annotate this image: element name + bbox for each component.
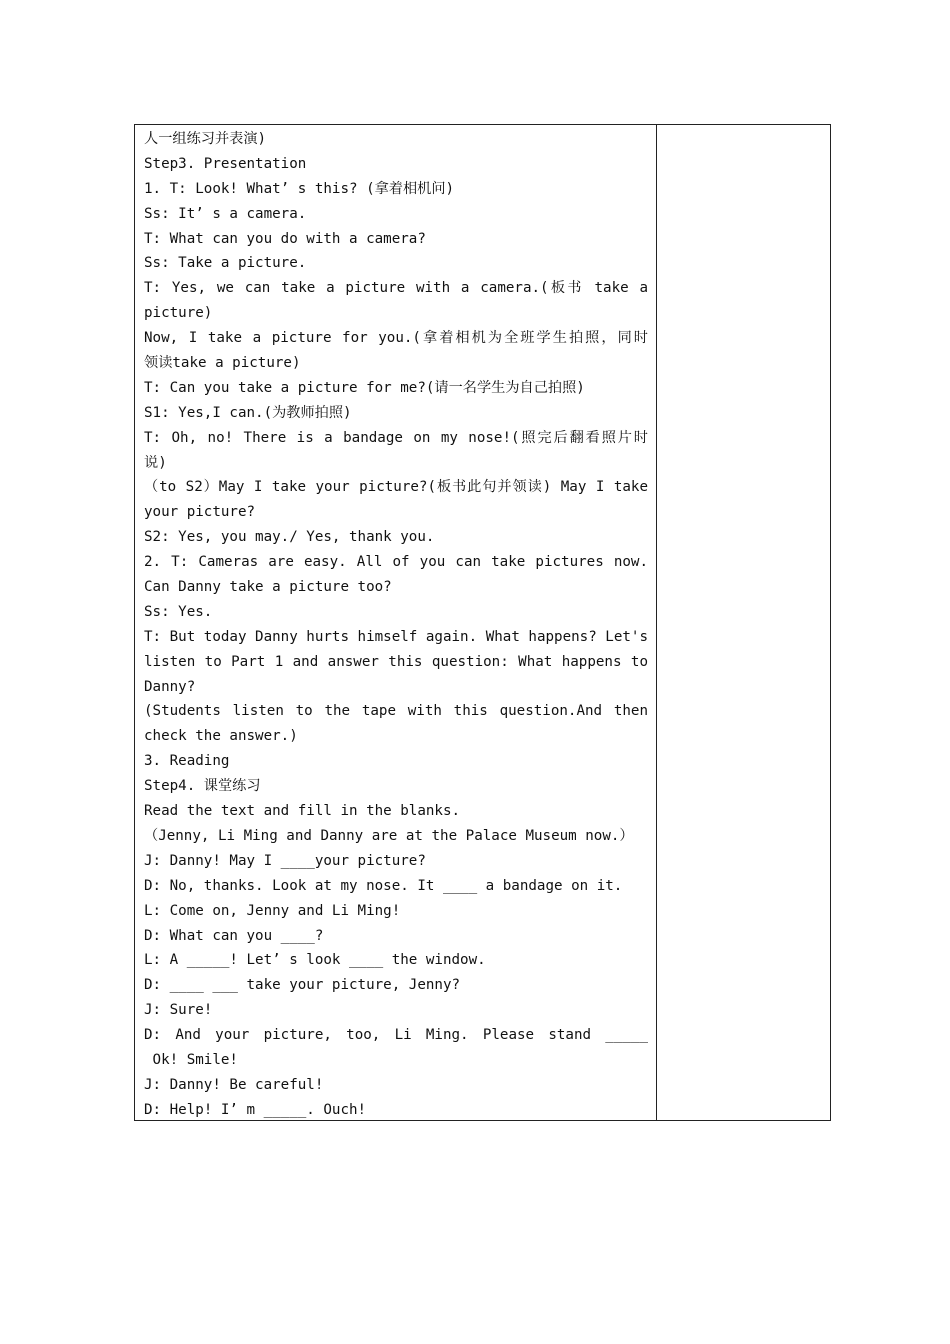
text-line: Ss: Take a picture.	[144, 255, 307, 272]
dialogue-line: L: Come on, Jenny and Li Ming!	[144, 902, 401, 919]
text-line: （Jenny, Li Ming and Danny are at the Palace Museum now.）	[144, 827, 634, 844]
dialogue-line: D: Help! I’ m _____. Ouch!	[144, 1101, 367, 1118]
dialogue-line: J: Sure!	[144, 1002, 213, 1019]
dialogue-line: L: A _____! Let’ s look ____ the window.	[144, 952, 486, 969]
text-line: S2: Yes, you may./ Yes, thank you.	[144, 529, 435, 546]
dialogue-line: J: Danny! May I ____your picture?	[144, 852, 426, 869]
dialogue-line: Ok! Smile!	[144, 1051, 238, 1068]
dialogue-line: D: What can you ____?	[144, 927, 324, 944]
lesson-content-cell	[135, 125, 657, 1120]
text-line: S1: Yes,I can.(为教师拍照)	[144, 404, 352, 421]
text-line: (Students listen to the tape with this question.And then	[144, 703, 648, 720]
text-line: Ss: It’ s a camera.	[144, 205, 307, 222]
section-heading: Step4. 课堂练习	[144, 778, 261, 795]
text-line: 人一组练习并表演)	[144, 131, 267, 147]
text-line: （to S2）May I take your picture?(板书此句并领读) May I take	[144, 479, 648, 496]
text-line: T: Can you take a picture for me?(请一名学生为自己拍照)	[144, 379, 585, 396]
text-line: T: What can you do with a camera?	[144, 230, 426, 247]
text-line: Danny?	[144, 678, 196, 695]
text-line: 2. T: Cameras are easy. All of you can take pictures now.	[144, 554, 648, 571]
text-line: picture)	[144, 305, 213, 322]
section-heading: Step3. Presentation	[144, 155, 307, 172]
text-line: 说)	[144, 454, 167, 471]
text-line: 领读take a picture)	[144, 355, 301, 372]
text-line: T: Yes, we can take a picture with a camera.(板书 take a	[144, 280, 648, 297]
text-line: listen to Part 1 and answer this question: What happens to	[144, 653, 648, 670]
dialogue-line: D: And your picture, too, Li Ming. Please stand _____	[144, 1027, 648, 1044]
text-line: Now, I take a picture for you.(拿着相机为全班学生拍照，同时	[144, 330, 648, 347]
text-line: Read the text and fill in the blanks.	[144, 803, 461, 820]
dialogue-line: J: Danny! Be careful!	[144, 1076, 324, 1093]
text-line: Can Danny take a picture too?	[144, 579, 392, 596]
text-line: Ss: Yes.	[144, 603, 213, 620]
text-line: T: But today Danny hurts himself again. What happens? Let's	[144, 628, 648, 645]
notes-cell	[657, 125, 830, 1120]
text-line: check the answer.)	[144, 728, 298, 745]
text-line: 1. T: Look! What’ s this? (拿着相机问)	[144, 180, 455, 197]
dialogue-line: D: No, thanks. Look at my nose. It ____ a bandage on it.	[144, 877, 623, 894]
lesson-plan-table	[134, 124, 831, 1121]
text-line: your picture?	[144, 504, 256, 521]
text-line: T: Oh, no! There is a bandage on my nose!(照完后翻看照片时	[144, 429, 648, 446]
dialogue-line: D: ____ ___ take your picture, Jenny?	[144, 977, 461, 994]
text-line: 3. Reading	[144, 753, 230, 770]
